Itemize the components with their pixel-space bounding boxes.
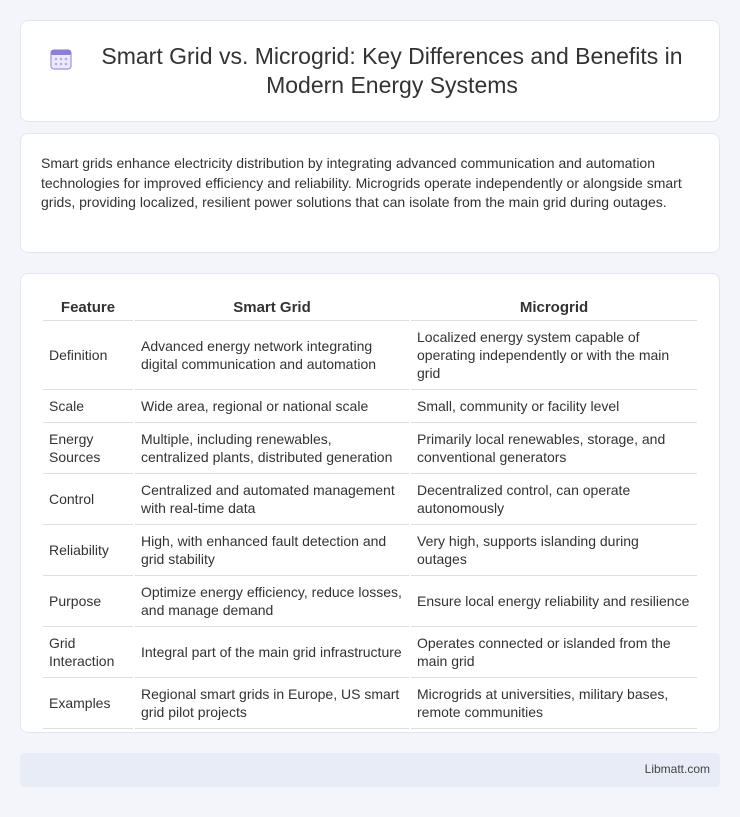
- table-header-row: [43, 294, 697, 321]
- feature-cell: Grid Interaction: [43, 627, 133, 678]
- feature-cell: Reliability: [43, 525, 133, 576]
- header-microgrid: Microgrid: [411, 294, 697, 321]
- table-row: [43, 390, 697, 423]
- smart-grid-cell: Regional smart grids in Europe, US smart grid pilot projects: [135, 678, 409, 729]
- feature-cell: Purpose: [43, 576, 133, 627]
- footer-bar: [20, 753, 720, 787]
- table-row: [43, 474, 697, 525]
- microgrid-cell: Very high, supports islanding during outages: [411, 525, 697, 576]
- table-row: [43, 627, 697, 678]
- feature-cell: Control: [43, 474, 133, 525]
- header-smart-grid: Smart Grid: [135, 294, 409, 321]
- feature-cell: Examples: [43, 678, 133, 729]
- microgrid-cell: Primarily local renewables, storage, and conventional generators: [411, 423, 697, 474]
- table-row: [43, 678, 697, 729]
- table-row: [43, 321, 697, 390]
- intro-paragraph: Smart grids enhance electricity distribution by integrating advanced communication and automation technologies for improved efficiency and reliability. Microgrids operate independently or alongside smart grids, providing localized, resilient power solutions that can isolate from the main grid during outages.: [41, 155, 682, 210]
- comparison-table: [41, 294, 699, 729]
- comparison-table-card: [20, 273, 720, 733]
- page-title: Smart Grid vs. Microgrid: Key Differences and Benefits in Modern Energy Systems: [101, 43, 683, 98]
- microgrid-cell: Decentralized control, can operate autonomously: [411, 474, 697, 525]
- feature-cell: Definition: [43, 321, 133, 390]
- table-row: [43, 525, 697, 576]
- feature-cell: Scale: [43, 390, 133, 423]
- microgrid-cell: Localized energy system capable of operating independently or with the main grid: [411, 321, 697, 390]
- smart-grid-cell: Multiple, including renewables, centralized plants, distributed generation: [135, 423, 409, 474]
- footer-site-link[interactable]: Libmatt.com: [644, 762, 710, 776]
- smart-grid-cell: Integral part of the main grid infrastructure: [135, 627, 409, 678]
- microgrid-cell: Small, community or facility level: [411, 390, 697, 423]
- table-row: [43, 423, 697, 474]
- table-row: [43, 576, 697, 627]
- smart-grid-cell: Optimize energy efficiency, reduce losses, and manage demand: [135, 576, 409, 627]
- smart-grid-cell: Wide area, regional or national scale: [135, 390, 409, 423]
- intro-card: [20, 133, 720, 253]
- smart-grid-cell: High, with enhanced fault detection and grid stability: [135, 525, 409, 576]
- smart-grid-cell: Advanced energy network integrating digital communication and automation: [135, 321, 409, 390]
- microgrid-cell: Ensure local energy reliability and resilience: [411, 576, 697, 627]
- title-card: [20, 20, 720, 122]
- feature-cell: Energy Sources: [43, 423, 133, 474]
- smart-grid-cell: Centralized and automated management with real-time data: [135, 474, 409, 525]
- microgrid-cell: Microgrids at universities, military bases, remote communities: [411, 678, 697, 729]
- microgrid-cell: Operates connected or islanded from the main grid: [411, 627, 697, 678]
- header-feature: Feature: [43, 294, 133, 321]
